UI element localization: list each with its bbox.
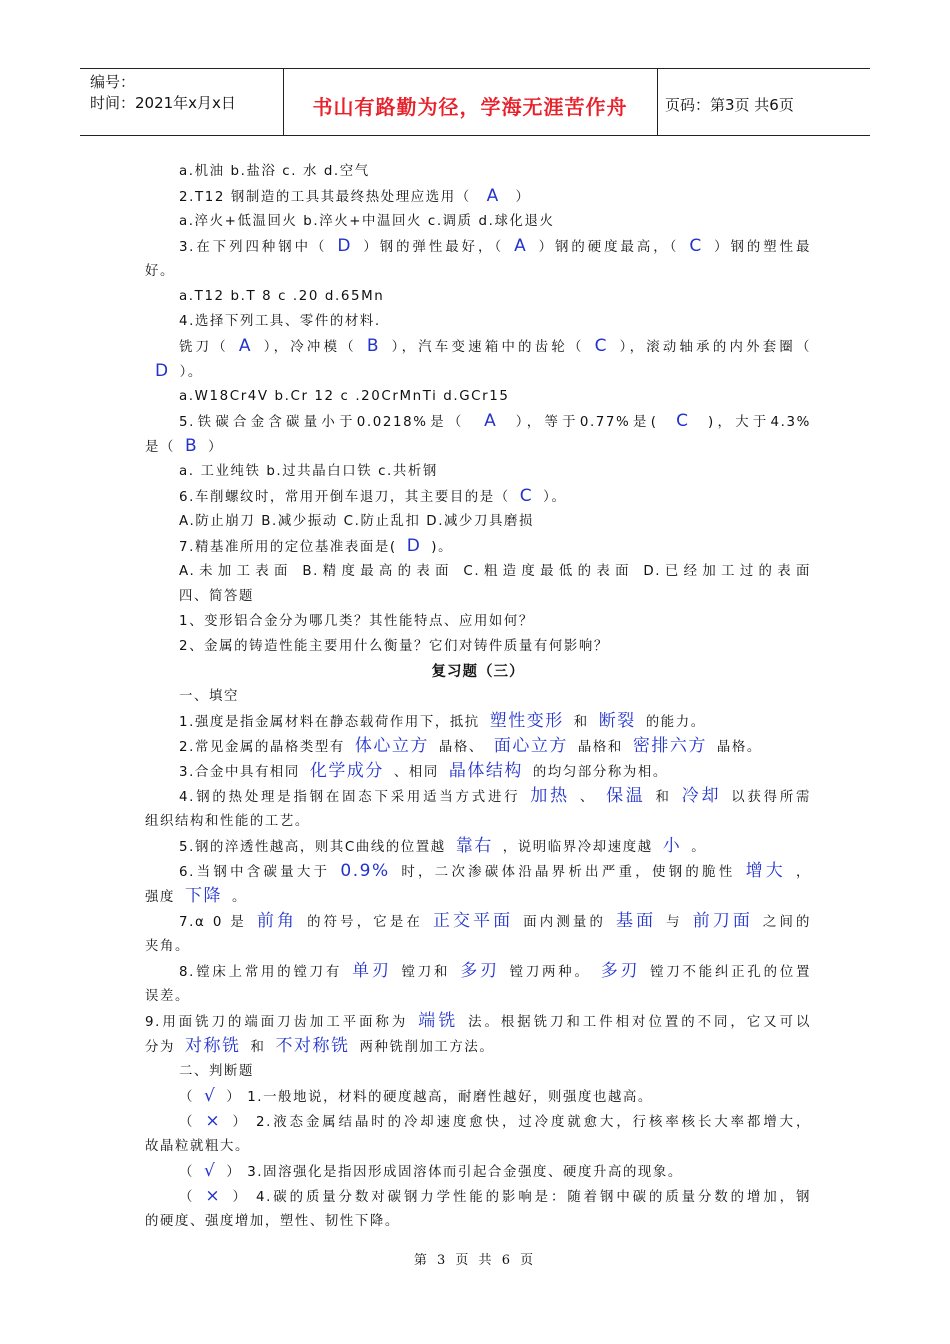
answer-text: C bbox=[676, 411, 690, 431]
answer-text: 多刃 bbox=[600, 961, 641, 981]
text-line bbox=[145, 859, 811, 884]
answer-text: 前刀面 bbox=[692, 911, 753, 931]
text-line bbox=[145, 434, 811, 459]
line-text: ） bbox=[509, 190, 531, 205]
line-text: ， bbox=[796, 865, 812, 880]
text-line bbox=[145, 1084, 811, 1109]
line-text: ），冷冲模（ bbox=[262, 340, 357, 355]
answer-text: 基面 bbox=[616, 911, 657, 931]
line-text: a.机油 b.盐浴 c. 水 d.空气 bbox=[179, 164, 370, 179]
line-text: ）钢的塑性最 bbox=[712, 240, 812, 255]
answer-text: 塑性变形 bbox=[489, 711, 564, 731]
text-line bbox=[145, 934, 811, 959]
line-text: ） 4.碳的质量分数对碳钢力学性能的影响是：随着钢中碳的质量分数的增加，钢 bbox=[231, 1190, 811, 1205]
answer-text: 加热 bbox=[530, 786, 570, 806]
line-text: 6.当钢中含碳量大于 bbox=[179, 865, 331, 880]
line-text: 2、金属的铸造性能主要用什么衡量？它们对铸件质量有何影响？ bbox=[179, 639, 609, 654]
line-text: A.防止崩刀 B.减少振动 C.防止乱扣 D.减少刀具磨损 bbox=[179, 514, 534, 529]
text-line bbox=[145, 959, 811, 984]
header-info bbox=[90, 72, 236, 114]
line-text: ）钢的弹性最好，（ bbox=[362, 240, 505, 255]
line-text: 和 bbox=[655, 790, 672, 805]
line-text: 夹角。 bbox=[145, 939, 190, 954]
text-line bbox=[145, 259, 811, 284]
text-line bbox=[145, 984, 811, 1009]
answer-text: A bbox=[486, 186, 500, 206]
answer-text: 密排六方 bbox=[632, 736, 707, 756]
line-text: 7.精基准所用的定位基准表面是( bbox=[179, 540, 397, 555]
line-text: 1.强度是指金属材料在静态载荷作用下，抵抗 bbox=[179, 715, 480, 730]
answer-text: D bbox=[337, 236, 352, 256]
line-text: a. 工业纯铁 b.过共晶白口铁 c.共析钢 bbox=[179, 464, 438, 479]
header-motto: 书山有路勤为径，学海无涯苦作舟 bbox=[312, 95, 628, 119]
answer-text: 下降 bbox=[184, 886, 222, 906]
line-text: ）钢的硬度最高，（ bbox=[537, 240, 680, 255]
header-page-label: 页码：第3页 共6页 bbox=[665, 96, 794, 114]
text-line bbox=[145, 284, 811, 309]
line-text: 、相同 bbox=[393, 765, 439, 780]
line-text: 。 bbox=[691, 840, 707, 855]
line-text: 故晶粒就粗大。 bbox=[145, 1139, 250, 1154]
answer-text: 0.9% bbox=[340, 861, 390, 881]
line-text: （ bbox=[179, 1190, 196, 1205]
answer-text: A bbox=[484, 411, 498, 431]
answer-text: C bbox=[594, 336, 609, 356]
answer-text: 多刃 bbox=[460, 961, 500, 981]
line-text: ） 1.一般地说，材料的硬度越高，耐磨性越好，则强度也越高。 bbox=[226, 1090, 653, 1105]
line-text: a.T12 b.T 8 c .20 d.65Mn bbox=[179, 289, 385, 304]
line-text: 5.钢的淬透性越高，则其C曲线的位置越 bbox=[179, 840, 446, 855]
line-text: )。 bbox=[431, 540, 454, 555]
header-bottom-rule bbox=[80, 135, 870, 136]
line-text: 铣刀（ bbox=[179, 340, 229, 355]
answer-text: √ bbox=[204, 1086, 217, 1106]
text-line bbox=[145, 909, 811, 934]
answer-text: 晶体结构 bbox=[448, 761, 523, 781]
line-text: 晶格、 bbox=[438, 740, 484, 755]
line-text: 6.车削螺纹时，常用开倒车退刀，其主要目的是（ bbox=[179, 490, 510, 505]
answer-text: 冷却 bbox=[681, 786, 722, 806]
text-line bbox=[145, 609, 811, 634]
answer-text: C bbox=[519, 486, 534, 506]
answer-text: 面心立方 bbox=[493, 736, 568, 756]
answer-text: A bbox=[514, 236, 528, 256]
text-line bbox=[145, 559, 811, 584]
text-line bbox=[145, 1184, 811, 1209]
line-text: 与 bbox=[666, 915, 683, 930]
line-text: 的能力。 bbox=[645, 715, 706, 730]
line-text: 是（ bbox=[145, 440, 175, 455]
line-text: 二、判断题 bbox=[179, 1064, 254, 1079]
header-top-rule bbox=[80, 68, 870, 69]
line-text: 组织结构和性能的工艺。 bbox=[145, 814, 310, 829]
answer-text: 断裂 bbox=[598, 711, 636, 731]
line-text: 4.选择下列工具、零件的材料. bbox=[179, 314, 381, 329]
answer-text: 对称铣 bbox=[184, 1036, 241, 1056]
text-line bbox=[145, 1009, 811, 1034]
line-text: 2.T12 钢制造的工具其最终热处理应选用（ bbox=[179, 190, 477, 205]
answer-text: 端铣 bbox=[418, 1011, 459, 1031]
answer-text: 单刃 bbox=[352, 961, 392, 981]
text-line bbox=[145, 684, 811, 709]
line-text: 强度 bbox=[145, 890, 175, 905]
text-line bbox=[145, 359, 811, 384]
text-line bbox=[145, 209, 811, 234]
answer-text: 前角 bbox=[256, 911, 298, 931]
line-text: 的符号，它是在 bbox=[307, 915, 423, 930]
line-text: 3.在下列四种钢中（ bbox=[179, 240, 328, 255]
line-text: 镗刀和 bbox=[401, 965, 451, 980]
text-line bbox=[145, 759, 811, 784]
header-code-label: 编号： bbox=[90, 73, 136, 91]
text-line bbox=[145, 1159, 811, 1184]
line-text: 面内测量的 bbox=[523, 915, 606, 930]
answer-text: 保温 bbox=[606, 786, 646, 806]
text-line bbox=[145, 634, 811, 659]
line-text: 两种铣削加工方法。 bbox=[359, 1040, 495, 1055]
text-line bbox=[145, 1209, 811, 1234]
page-footer: 第 3 页 共 6 页 bbox=[413, 1253, 537, 1268]
line-text: 2.常见金属的晶格类型有 bbox=[179, 740, 345, 755]
line-text: ） bbox=[208, 440, 224, 455]
text-line bbox=[145, 234, 811, 259]
line-text: 之间的 bbox=[762, 915, 812, 930]
line-text: 的均匀部分称为相。 bbox=[532, 765, 668, 780]
text-line bbox=[145, 484, 811, 509]
document-body bbox=[145, 159, 811, 1234]
line-text: 的硬度、强度增加，塑性、韧性下降。 bbox=[145, 1214, 400, 1229]
line-text: a.W18Cr4V b.Cr 12 c .20CrMnTi d.GCr15 bbox=[179, 389, 510, 404]
text-line bbox=[145, 784, 811, 809]
line-text: ）。 bbox=[179, 365, 203, 380]
answer-text: D bbox=[155, 361, 170, 381]
line-text: 和 bbox=[250, 1040, 266, 1055]
line-text: 5.铁碳合金含碳量小于0.0218%是（ bbox=[179, 415, 475, 430]
text-line bbox=[145, 509, 811, 534]
answer-text: × bbox=[205, 1186, 222, 1206]
text-line bbox=[145, 709, 811, 734]
text-line bbox=[145, 1059, 811, 1084]
line-text: 法。根据铣刀和工件相对位置的不同，它又可以 bbox=[468, 1015, 811, 1030]
text-line bbox=[145, 184, 811, 209]
text-line bbox=[145, 809, 811, 834]
text-line bbox=[145, 1109, 811, 1134]
line-text: 镗刀两种。 bbox=[509, 965, 591, 980]
line-text: A.未加工表面 B.精度最高的表面 C.粗造度最低的表面 D.已经加工过的表面 bbox=[179, 564, 811, 579]
line-text: 好。 bbox=[145, 264, 175, 279]
header-date-label: 时间：2021年x月x日 bbox=[90, 94, 236, 112]
line-text: （ bbox=[179, 1090, 194, 1105]
line-text: ），汽车变速箱中的齿轮（ bbox=[390, 340, 585, 355]
answer-text: 正交平面 bbox=[432, 911, 514, 931]
answer-text: 化学成分 bbox=[309, 761, 384, 781]
line-text: ），等于0.77%是( bbox=[507, 415, 667, 430]
text-line bbox=[145, 334, 811, 359]
answer-text: B bbox=[184, 436, 199, 456]
line-text: 时，二次渗碳体沿晶界析出严重，使钢的脆性 bbox=[399, 865, 736, 880]
text-line bbox=[145, 1134, 811, 1159]
line-text: ） 2.液态金属结晶时的冷却速度愈快，过冷度就愈大，行核率核长大率都增大， bbox=[231, 1115, 811, 1130]
answer-text: 靠右 bbox=[455, 836, 493, 856]
text-line bbox=[145, 1034, 811, 1059]
line-text: 四、简答题 bbox=[179, 589, 254, 604]
text-line bbox=[145, 734, 811, 759]
line-text: ） 3.固溶强化是指因形成固溶体而引起合金强度、硬度升高的现象。 bbox=[226, 1165, 683, 1180]
answer-text: √ bbox=[204, 1161, 217, 1181]
line-text: 一、填空 bbox=[179, 689, 239, 704]
line-text: 4.钢的热处理是指钢在固态下采用适当方式进行 bbox=[179, 790, 521, 805]
answer-text: 体心立方 bbox=[354, 736, 429, 756]
line-text: 8.镗床上常用的镗刀有 bbox=[179, 965, 343, 980]
answer-text: 不对称铣 bbox=[275, 1036, 350, 1056]
header-divider-right bbox=[657, 69, 658, 135]
line-text: 镗刀不能纠正孔的位置 bbox=[650, 965, 812, 980]
answer-text: A bbox=[238, 336, 253, 356]
line-text: （ bbox=[179, 1115, 196, 1130]
section-title bbox=[145, 659, 811, 684]
line-text: 复习题（三） bbox=[431, 663, 525, 680]
answer-text: × bbox=[205, 1111, 222, 1131]
text-line bbox=[145, 834, 811, 859]
text-line bbox=[145, 159, 811, 184]
answer-text: B bbox=[366, 336, 381, 356]
text-line bbox=[145, 459, 811, 484]
line-text: ，说明临界冷却速度越 bbox=[502, 840, 653, 855]
text-line bbox=[145, 409, 811, 434]
line-text: ），滚动轴承的内外套圈（ bbox=[618, 340, 812, 355]
answer-text: D bbox=[406, 536, 422, 556]
line-text: 晶格。 bbox=[716, 740, 762, 755]
line-text: （ bbox=[179, 1165, 194, 1180]
answer-text: 增大 bbox=[745, 861, 787, 881]
text-line bbox=[145, 534, 811, 559]
line-text: 3.合金中具有相同 bbox=[179, 765, 300, 780]
text-line bbox=[145, 884, 811, 909]
line-text: )，大于4.3% bbox=[699, 415, 811, 430]
line-text: 1、变形铝合金分为哪几类？其性能特点、应用如何？ bbox=[179, 614, 534, 629]
line-text: 误差。 bbox=[145, 989, 190, 1004]
line-text: 、 bbox=[579, 790, 597, 805]
text-line bbox=[145, 384, 811, 409]
line-text: ）。 bbox=[543, 490, 567, 505]
line-text: 和 bbox=[573, 715, 589, 730]
line-text: 。 bbox=[231, 890, 247, 905]
line-text: 分为 bbox=[145, 1040, 175, 1055]
line-text: 9.用面铣刀的端面刀齿加工平面称为 bbox=[145, 1015, 409, 1030]
answer-text: 小 bbox=[662, 836, 682, 856]
text-line bbox=[145, 584, 811, 609]
line-text: 7.α 0 是 bbox=[179, 915, 247, 930]
line-text: a.淬火+低温回火 b.淬火+中温回火 c.调质 d.球化退火 bbox=[179, 214, 555, 229]
answer-text: C bbox=[689, 236, 703, 256]
text-line bbox=[145, 309, 811, 334]
line-text: 晶格和 bbox=[577, 740, 623, 755]
line-text: 以获得所需 bbox=[731, 790, 812, 805]
